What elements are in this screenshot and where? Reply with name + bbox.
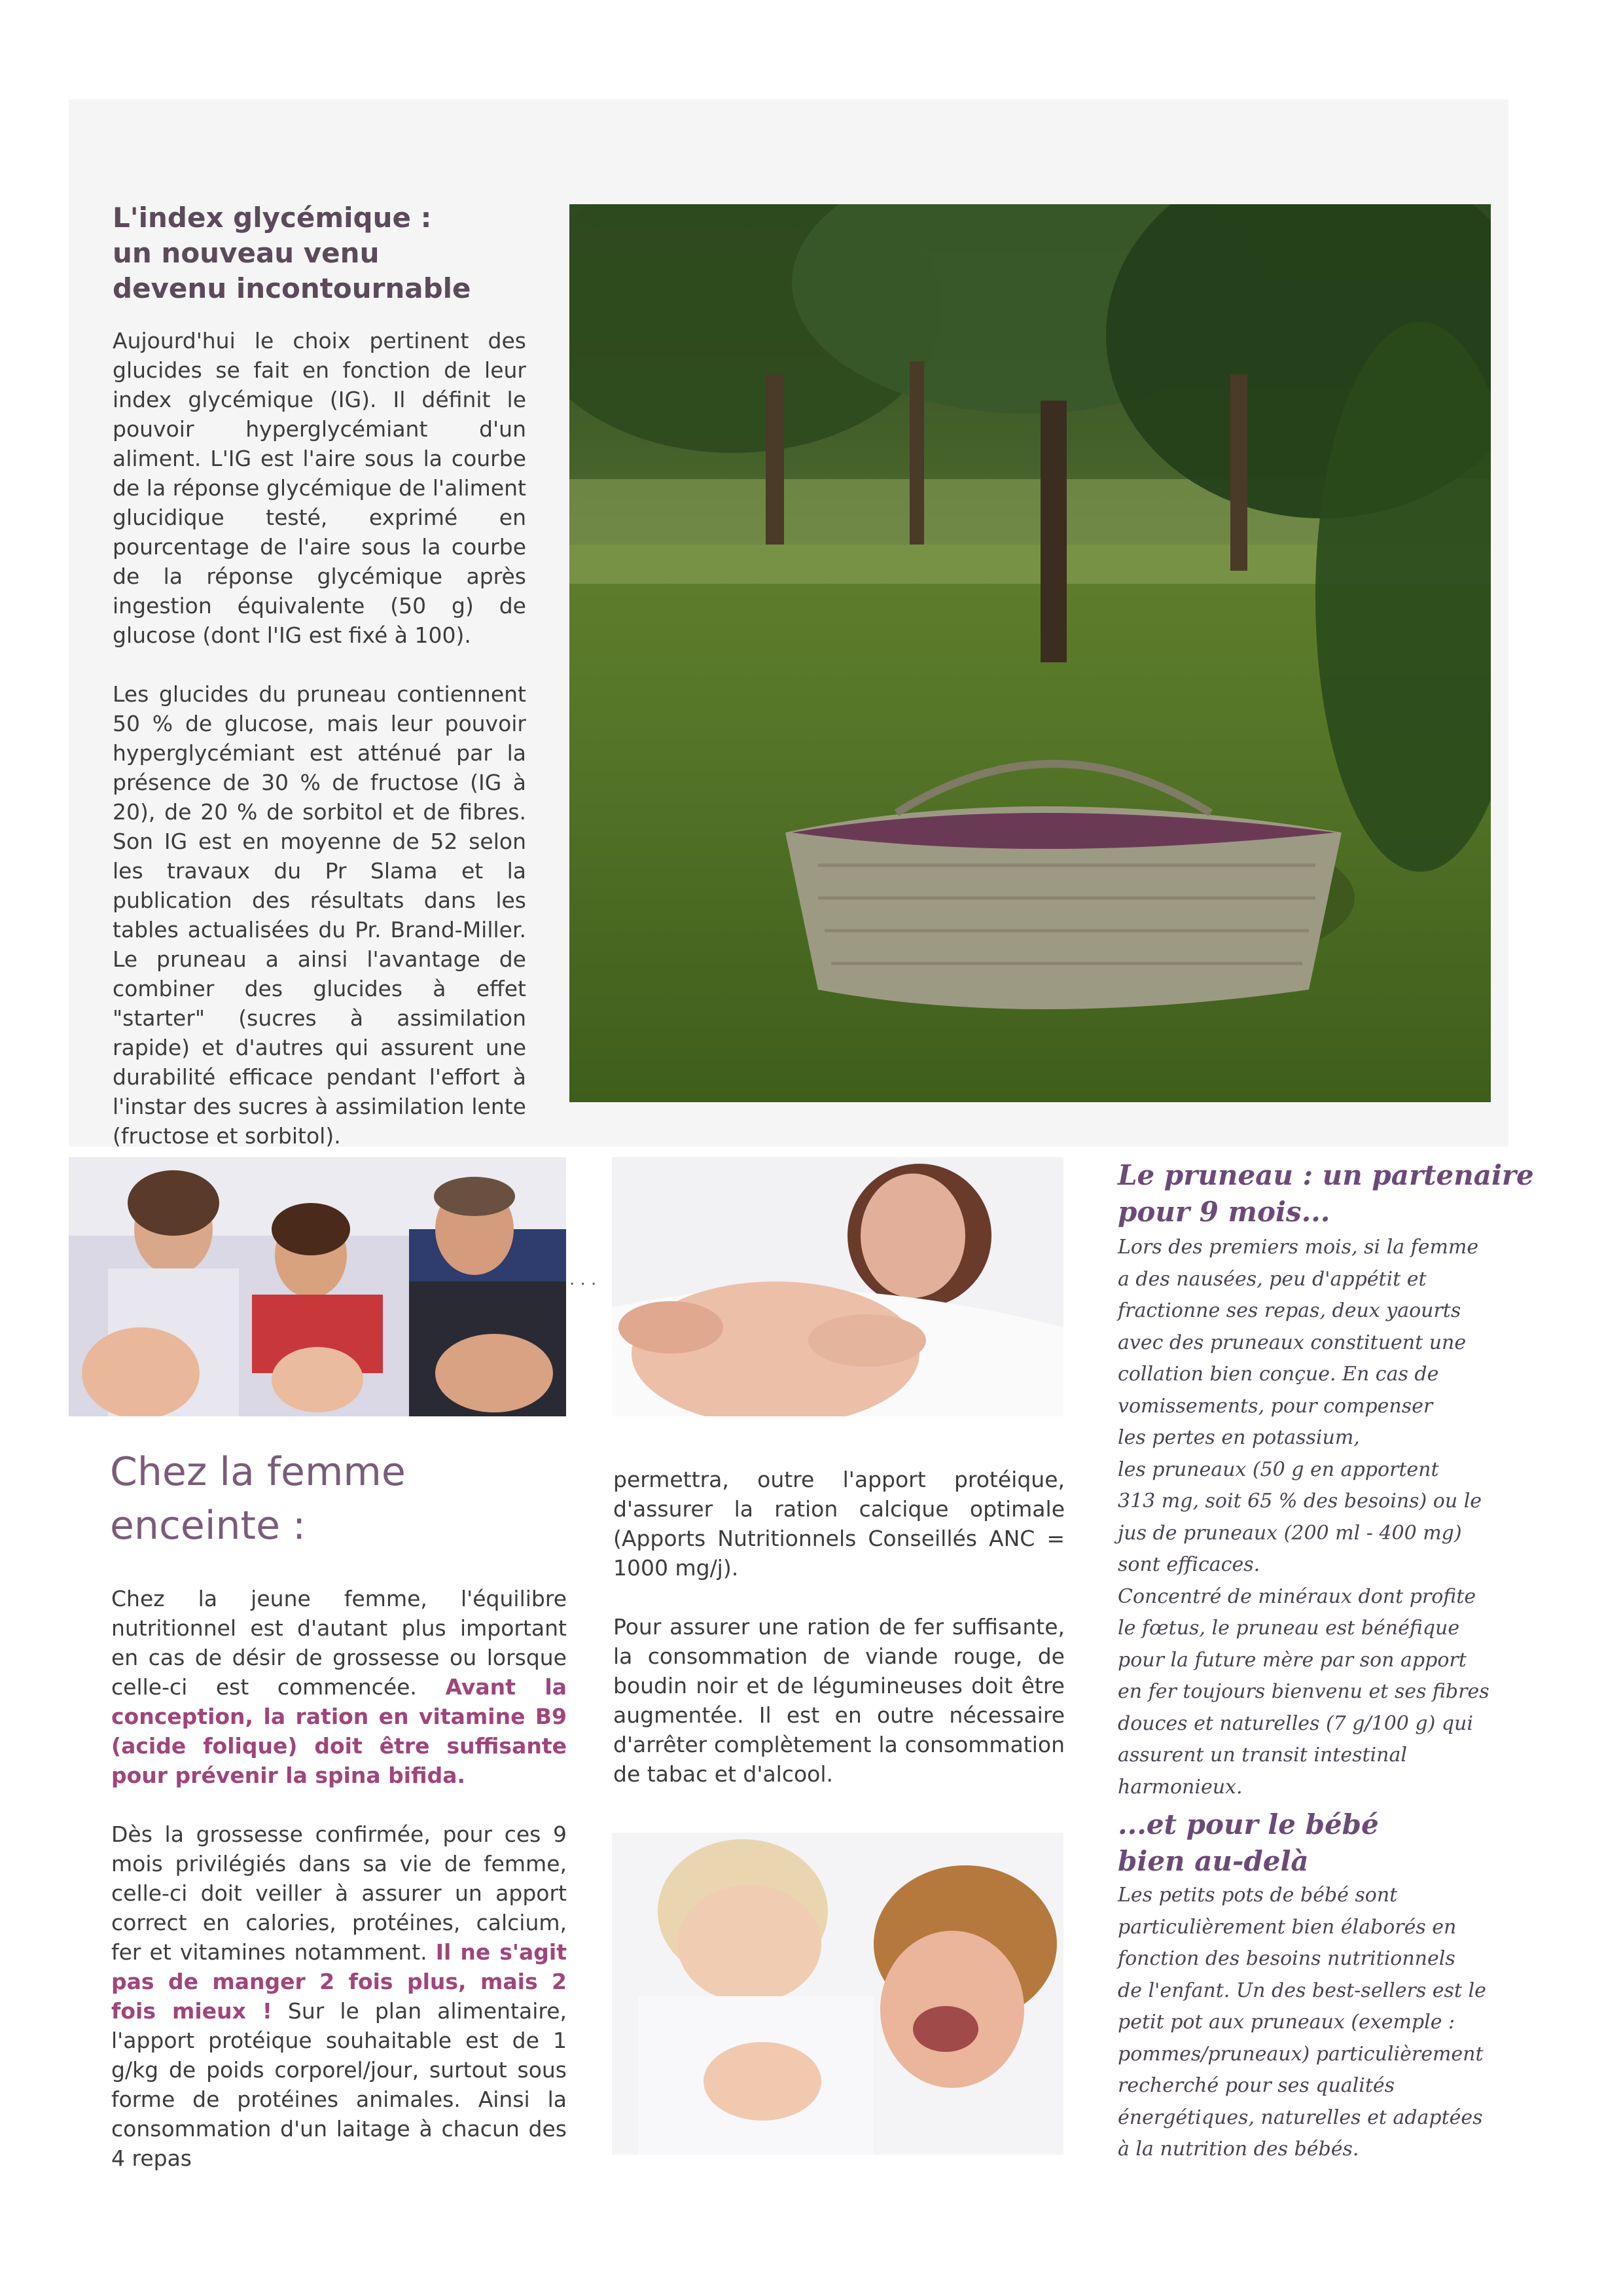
- vitamin-b9-highlight: Avant la conception, la ration en vitamine B9 (acide folique) doit être suffisante pour prévenir la spina bifida.: [111, 1674, 567, 1788]
- pregnant-woman-photo: [612, 1157, 1063, 1416]
- femme-paragraph-1: Chez la jeune femme, l'équilibre nutritionnel est d'autant plus important en cas de désir de grossesse ou lorsque celle-ci est commencée. Avant la conception, la ration en vitamine B9 (acide folique) doit être suffisante pour prévenir la spina bifida.: [111, 1586, 567, 1788]
- bebe-body: Les petits pots de bébé sont particulièrement bien élaborés en fonction des besoins nutritionnels de l'enfant. Un des best-sellers est le petit pot aux pruneaux (exemple : pommes/pruneaux) particulièrement recherché pour ses qualités énergétiques, naturelles et adaptées à la nutrition des bébés.: [1118, 1884, 1486, 2161]
- bebe-heading: ...et pour le bébé bien au-delà: [1118, 1808, 1379, 1877]
- family-photo: [69, 1157, 566, 1416]
- index-heading: L'index glycémique : un nouveau venu devenu incontournable: [113, 202, 471, 304]
- femme-body-column-2: [613, 1465, 1065, 1789]
- mother-baby-photo: [612, 1833, 1063, 2155]
- fer-paragraph: Pour assurer une ration de fer suffisante, la consommation de viande rouge, de boudin noir et de légumineuses doit être augmentée. Il est en outre nécessaire d'arrêter complètement la consommation de tabac et d'alcool.: [613, 1614, 1065, 1787]
- partenaire-heading: Le pruneau : un partenaire pour 9 mois...: [1118, 1159, 1534, 1228]
- femme-paragraph-2: Dès la grossesse confirmée, pour ces 9 mois privilégiés dans sa vie de femme, celle-ci doit veiller à assurer un apport correct en calories, protéines, calcium, fer et vitamines notamment. Il ne s'agit pas de manger 2 fois plus, mais 2 fois mieux ! Sur le plan alimentaire, l'apport protéique souhaitable est de 1 g/kg de poids corporel/jour, surtout sous forme de protéines animales. Ainsi la consommation d'un laitage à chacun des 4 repas: [111, 1821, 567, 2171]
- index-paragraph-1: Aujourd'hui le choix pertinent des glucides se fait en fonction de leur index glycémique (IG). Il définit le pouvoir hyperglycémiant d'un aliment. L'IG est l'aire sous la courbe de la réponse glycémique de l'aliment glucidique testé, exprimé en pourcentage de l'aire sous la courbe de la réponse glycémique après ingestion équivalente (50 g) de glucose (dont l'IG est fixé à 100).: [113, 328, 526, 648]
- femme-heading: Chez la femme enceinte :: [110, 1449, 406, 1549]
- index-body: [113, 326, 526, 1151]
- calcium-paragraph: permettra, outre l'apport protéique, d'assurer la ration calcique optimale (Apports Nutritionnels Conseillés ANC = 1000 mg/j).: [613, 1467, 1065, 1581]
- index-paragraph-2: Les glucides du pruneau contiennent 50 % de glucose, mais leur pouvoir hyperglycémiant est atténué par la présence de 30 % de fructose (IG à 20), de 20 % de sorbitol et de fibres. Son IG est en moyenne de 52 selon les travaux du Pr Slama et la publication des résultats dans les tables actualisées du Pr. Brand-Miller. Le pruneau a ainsi l'avantage de combiner des glucides à effet "starter" (sucres à assimilation rapide) et d'autres qui assurent une durabilité efficace pendant l'effort à l'instar des sucres à assimilation lente (fructose et sorbitol).: [113, 681, 526, 1149]
- manger-mieux-highlight: Il ne s'agit pas de manger 2 fois plus, mais 2 fois mieux !: [111, 1939, 567, 2024]
- femme-body-column-1: [111, 1584, 567, 2173]
- dots-separator: . . .: [569, 1270, 597, 1289]
- orchard-basket-photo: [569, 204, 1491, 1102]
- partenaire-body: Lors des premiers mois, si la femme a des nausées, peu d'appétit et fractionne ses repas, deux yaourts avec des pruneaux constituent une collation bien conçue. En cas de vomissements, pour compenser les pertes en potassium, les pruneaux (50 g en apportent 313 mg, soit 65 % des besoins) ou le jus de pruneaux (200 ml - 400 mg) sont efficaces. Concentré de minéraux dont profite le fœtus, le pruneau est bénéfique pour la future mère par son apport en fer toujours bienvenu et ses fibres douces et naturelles (7 g/100 g) qui assurent un transit intestinal harmonieux.: [1118, 1236, 1489, 1799]
